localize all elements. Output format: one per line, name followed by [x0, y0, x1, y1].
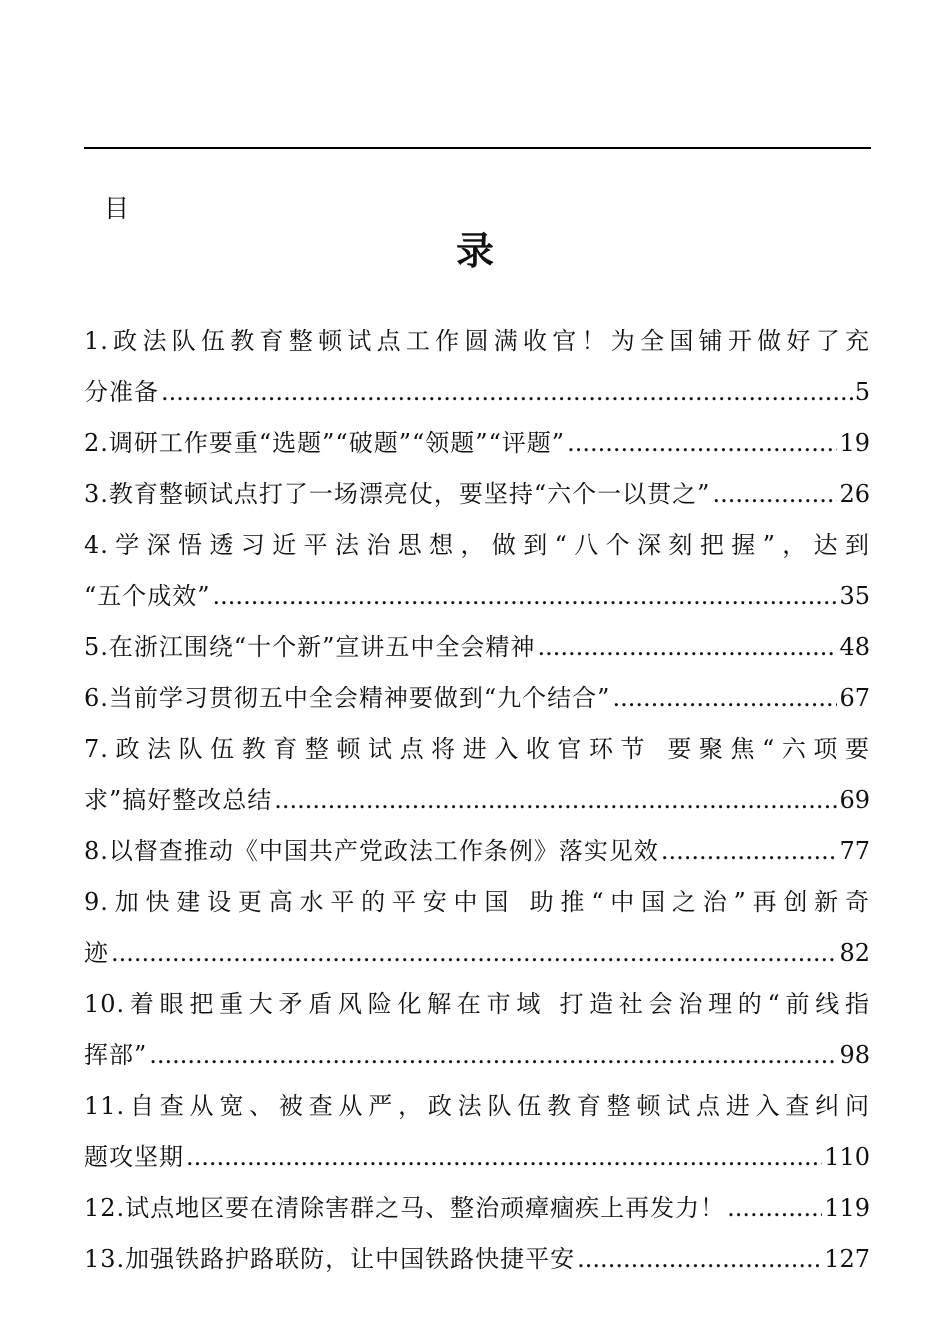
toc-entry[interactable]: [84, 622, 870, 673]
toc-entry-title-line: 4.学深悟透习近平法治思想，做到“八个深刻把握”，达到: [84, 531, 870, 559]
toc-entry-title: 3.教育整顿试点打了一场漂亮仗，要坚持“六个一以贯之”: [84, 480, 711, 508]
toc-entry-title: 5.在浙江围绕“十个新”宣讲五中全会精神: [84, 633, 536, 661]
toc-entry[interactable]: [84, 673, 870, 724]
toc-entry[interactable]: [84, 469, 870, 520]
toc-entry[interactable]: [84, 1183, 870, 1234]
dot-leader: [661, 826, 838, 877]
dot-leader: [274, 775, 837, 826]
toc-entry-title-line: 9.加快建设更高水平的平安中国 助推“中国之治”再创新奇: [84, 888, 870, 916]
toc-entry-page-number: 98: [839, 1041, 870, 1069]
toc-entry-page-number: 19: [839, 429, 870, 457]
toc-entry-title: 13.加强铁路护路联防，让中国铁路快捷平安: [84, 1245, 576, 1273]
toc-entry-page-number: 5: [854, 378, 870, 406]
dot-leader: [567, 418, 837, 469]
dot-leader: [712, 469, 837, 520]
dot-leader: [537, 622, 837, 673]
dot-leader: [161, 367, 853, 418]
toc-entry-page-number: 35: [839, 582, 870, 610]
dot-leader: [186, 1132, 822, 1183]
toc-entry-title: 8.以督查推动《中国共产党政法工作条例》落实见效: [84, 837, 659, 865]
dot-leader: [727, 1183, 822, 1234]
toc-entry-title: 6.当前学习贯彻五中全会精神要做到“九个结合”: [84, 684, 611, 712]
toc-entry-page-number: 67: [839, 684, 870, 712]
toc-entry[interactable]: [84, 877, 870, 979]
toc-entry-title-line: 7.政法队伍教育整顿试点将进入收官环节 要聚焦“六项要: [84, 735, 870, 763]
toc-entry-title: 迹: [84, 939, 109, 967]
toc-entry-title: 题攻坚期: [84, 1143, 184, 1171]
toc-entry[interactable]: [84, 418, 870, 469]
toc-entry-title: 求”搞好整改总结: [84, 786, 273, 814]
dot-leader: [149, 1030, 837, 1081]
toc-entry[interactable]: [84, 520, 870, 622]
toc-entry-page-number: 69: [839, 786, 870, 814]
toc-entry[interactable]: [84, 826, 870, 877]
table-of-contents: [84, 316, 870, 1285]
toc-entry[interactable]: [84, 316, 870, 418]
toc-entry-title-line: 11.自查从宽、被查从严，政法队伍教育整顿试点进入查纠问: [84, 1092, 870, 1120]
toc-entry-title-line: 10.着眼把重大矛盾风险化解在市域 打造社会治理的“前线指: [84, 990, 870, 1018]
toc-entry-title-line: 1.政法队伍教育整顿试点工作圆满收官！为全国铺开做好了充: [84, 327, 870, 355]
toc-entry[interactable]: [84, 724, 870, 826]
toc-entry[interactable]: [84, 1081, 870, 1183]
dot-leader: [577, 1234, 822, 1285]
toc-entry-page-number: 119: [824, 1194, 870, 1222]
toc-entry-title: “五个成效”: [84, 582, 211, 610]
toc-entry-page-number: 48: [839, 633, 870, 661]
toc-heading-lu: 录: [455, 229, 494, 273]
toc-entry-page-number: 82: [839, 939, 870, 967]
dot-leader: [612, 673, 837, 724]
toc-entry-page-number: 77: [839, 837, 870, 865]
dot-leader: [213, 571, 838, 622]
header-rule: [84, 147, 871, 149]
toc-entry-title: 挥部”: [84, 1041, 148, 1069]
toc-entry-title: 2.调研工作要重“选题”“破题”“领题”“评题”: [84, 429, 566, 457]
toc-entry-page-number: 127: [824, 1245, 870, 1273]
toc-heading-mu: 目: [104, 194, 130, 223]
toc-entry[interactable]: [84, 1234, 870, 1285]
toc-entry-page-number: 26: [839, 480, 870, 508]
toc-entry[interactable]: [84, 979, 870, 1081]
toc-entry-title: 12.试点地区要在清除害群之马、整治顽瘴痼疾上再发力！: [84, 1194, 726, 1222]
toc-entry-title: 分准备: [84, 378, 159, 406]
toc-entry-page-number: 110: [824, 1143, 870, 1171]
dot-leader: [111, 928, 837, 979]
